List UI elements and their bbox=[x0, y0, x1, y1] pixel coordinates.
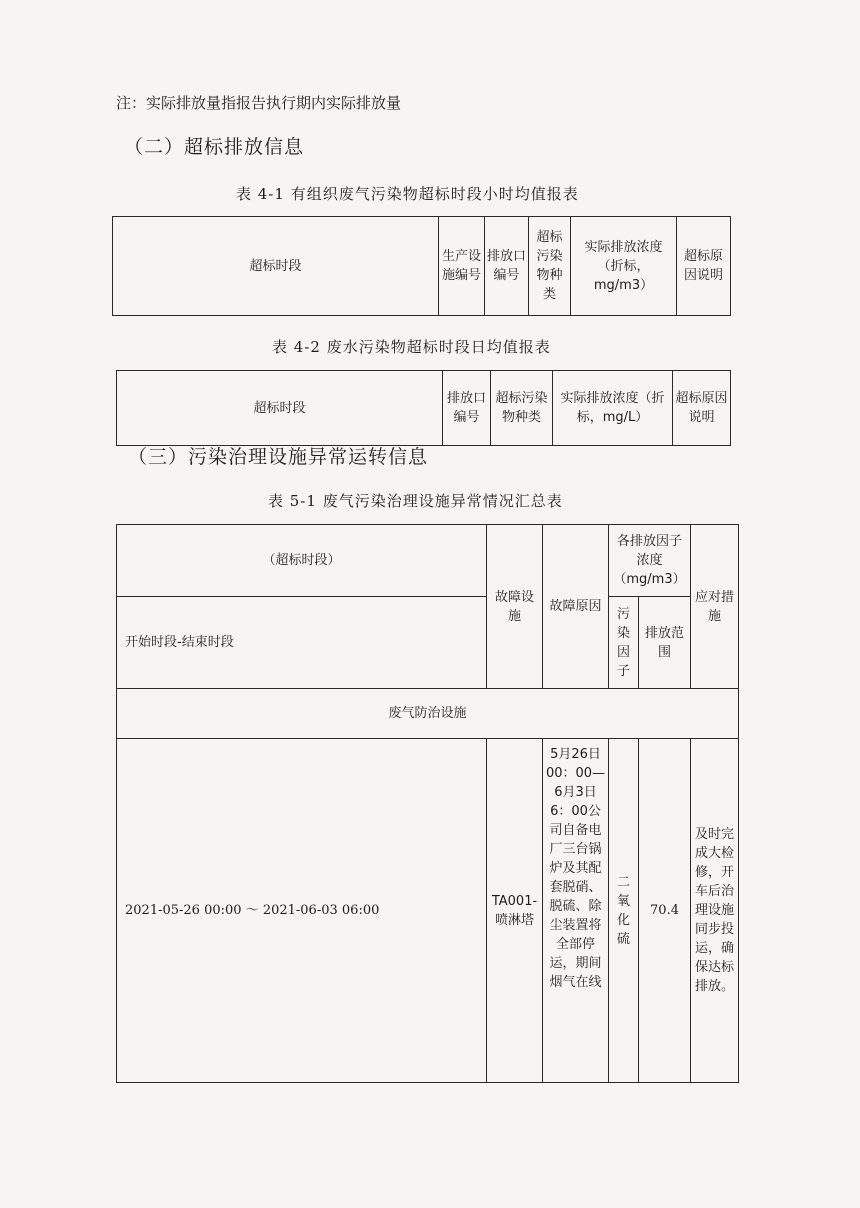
header-concentration: 实际排放浓度（折标，mg/L） bbox=[553, 371, 673, 446]
header-facility-id: 生产设施编号 bbox=[439, 217, 485, 316]
header-start-end: 开始时段-结束时段 bbox=[117, 597, 487, 689]
header-period: （超标时段） bbox=[117, 525, 487, 597]
header-measures: 应对措施 bbox=[691, 525, 739, 689]
table-row bbox=[113, 217, 731, 316]
table51-caption: 表 5-1 废气污染治理设施异常情况汇总表 bbox=[268, 492, 563, 510]
header-concentration: 实际排放浓度（折标，mg/m3） bbox=[571, 217, 677, 316]
header-reason: 故障原因 bbox=[543, 525, 609, 689]
row-period: 2021-05-26 00:00 ～ 2021-06-03 06:00 bbox=[117, 739, 487, 1083]
table-row bbox=[117, 525, 739, 597]
header-facility: 故障设施 bbox=[487, 525, 543, 689]
table-row bbox=[117, 597, 739, 689]
row-measures: 及时完成大检修，开车后治理设施同步投运，确保达标排放。 bbox=[691, 739, 739, 1083]
header-concentration: 各排放因子浓度（mg/m3） bbox=[609, 525, 691, 597]
header-pollutant-type: 超标污染物种类 bbox=[529, 217, 571, 316]
table41-caption: 表 4-1 有组织废气污染物超标时段小时均值报表 bbox=[236, 185, 579, 203]
table-row bbox=[117, 739, 739, 1083]
group-label: 废气防治设施 bbox=[117, 689, 739, 739]
table-5-1 bbox=[116, 524, 739, 1083]
table-4-2 bbox=[116, 370, 731, 446]
header-pollutant-type: 超标污染物种类 bbox=[491, 371, 553, 446]
header-outlet-id: 排放口编号 bbox=[443, 371, 491, 446]
section3-title: （三）污染治理设施异常运转信息 bbox=[128, 446, 429, 468]
table-row bbox=[117, 371, 731, 446]
header-pollutant: 污染因子 bbox=[609, 597, 639, 689]
table42-caption: 表 4-2 废水污染物超标时段日均值报表 bbox=[272, 338, 551, 356]
row-reason: 5月26日00：00—6月3日6：00公司自备电厂三台锅炉及其配套脱硝、脱硫、除尘装置将全部停运，期间烟气在线 bbox=[543, 739, 609, 1083]
header-range: 排放范围 bbox=[639, 597, 691, 689]
row-facility: TA001-喷淋塔 bbox=[487, 739, 543, 1083]
header-outlet-id: 排放口编号 bbox=[485, 217, 529, 316]
table-row bbox=[117, 689, 739, 739]
note-text: 注：实际排放量指报告执行期内实际排放量 bbox=[116, 94, 402, 112]
header-period: 超标时段 bbox=[113, 217, 439, 316]
row-pollutant: 二氧化硫 bbox=[609, 739, 639, 1083]
header-period: 超标时段 bbox=[117, 371, 443, 446]
section2-title: （二）超标排放信息 bbox=[124, 136, 305, 158]
header-reason: 超标原因说明 bbox=[677, 217, 731, 316]
table-4-1 bbox=[112, 216, 731, 316]
row-range: 70.4 bbox=[639, 739, 691, 1083]
header-reason: 超标原因说明 bbox=[673, 371, 731, 446]
